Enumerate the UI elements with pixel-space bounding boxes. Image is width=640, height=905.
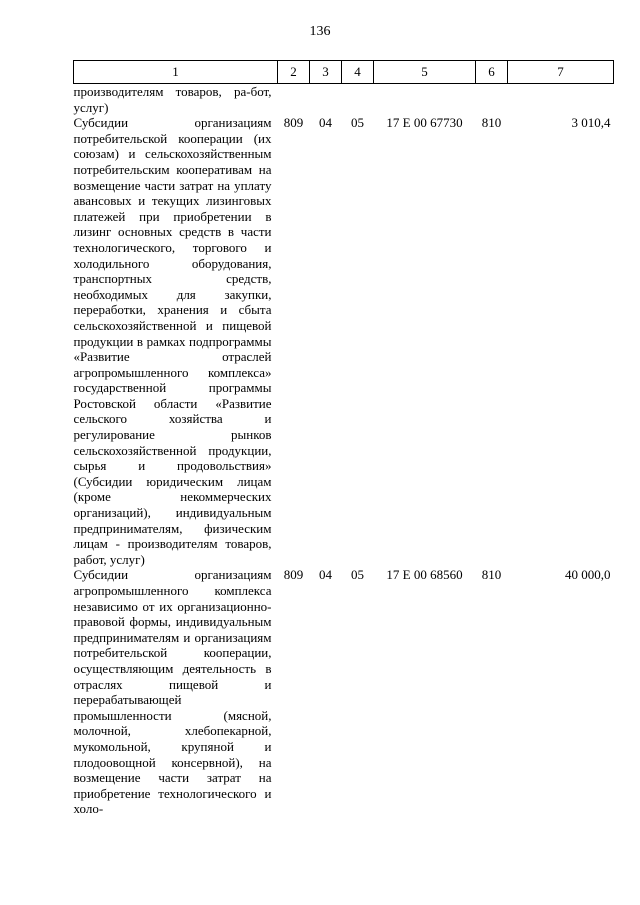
row-ministry-code: 809 (283, 567, 304, 583)
row-description (74, 567, 278, 817)
row-amount: 3 010,4 (571, 115, 611, 131)
row-ministry-code: 809 (283, 115, 304, 131)
table-row (74, 567, 614, 817)
row-amount: 40 000,0 (565, 567, 611, 583)
column-header-4: 4 (342, 61, 374, 84)
column-header-6: 6 (476, 61, 508, 84)
row-section-code: 04 (319, 567, 332, 583)
budget-table (73, 60, 614, 817)
column-header-2: 2 (278, 61, 310, 84)
continuation-text (74, 84, 278, 116)
column-header-1: 1 (74, 61, 278, 84)
table-row (74, 115, 614, 567)
row-description (74, 115, 278, 567)
row-description-text: Субсидии организациям агропромышленного комплекса независимо от их организационно-правовой формы, индивидуальным предпринимателям и организациям потребительской кооперации, осуществляющим деятельность в отраслях пищевой и перерабатывающей промышленности (мясной, молочной, хлебопекарной, мукомольной, крупяной и плодоовощной консервной), на возмещение части затрат на приобретение технологического и холо- (73, 567, 272, 817)
column-header-7: 7 (508, 61, 614, 84)
row-target-article: 17 Е 00 67730 (386, 115, 463, 131)
row-subsection-code: 05 (351, 115, 364, 131)
column-header-5: 5 (374, 61, 476, 84)
table-header-row (74, 61, 614, 84)
row-target-article: 17 Е 00 68560 (386, 567, 463, 583)
page-number: 136 (309, 24, 331, 39)
row-subsection-code: 05 (351, 567, 364, 583)
row-expense-type: 810 (481, 567, 502, 583)
continuation-text-content: производителям товаров, ра-бот, услуг) (73, 84, 272, 115)
continuation-row (74, 84, 614, 116)
row-section-code: 04 (319, 115, 332, 131)
row-description-text: Субсидии организациям потребительской кооперации (их союзам) и сельскохозяйственным потребительским кооперативам на возмещение части затрат на уплату авансовых и текущих лизинговых платежей при приобретении в лизинг основных средств в части технологического, торгового и холодильного оборудования, транспортных средств, необходимых для закупки, переработки, хранения и сбыта сельскохозяйственной и пищевой продукции в рамках подпрограммы «Развитие отраслей агропромышленного комплекса» государственной программы Ростовской области «Развитие сельского хозяйства и регулирование рынков сельскохозяйственной продукции, сырья и продовольствия» (Субсидии юридическим лицам (кроме некоммерческих организаций), индивидуальным предпринимателям, физическим лицам - производителям товаров, работ, услуг) (73, 115, 272, 567)
row-expense-type: 810 (481, 115, 502, 131)
column-header-3: 3 (310, 61, 342, 84)
